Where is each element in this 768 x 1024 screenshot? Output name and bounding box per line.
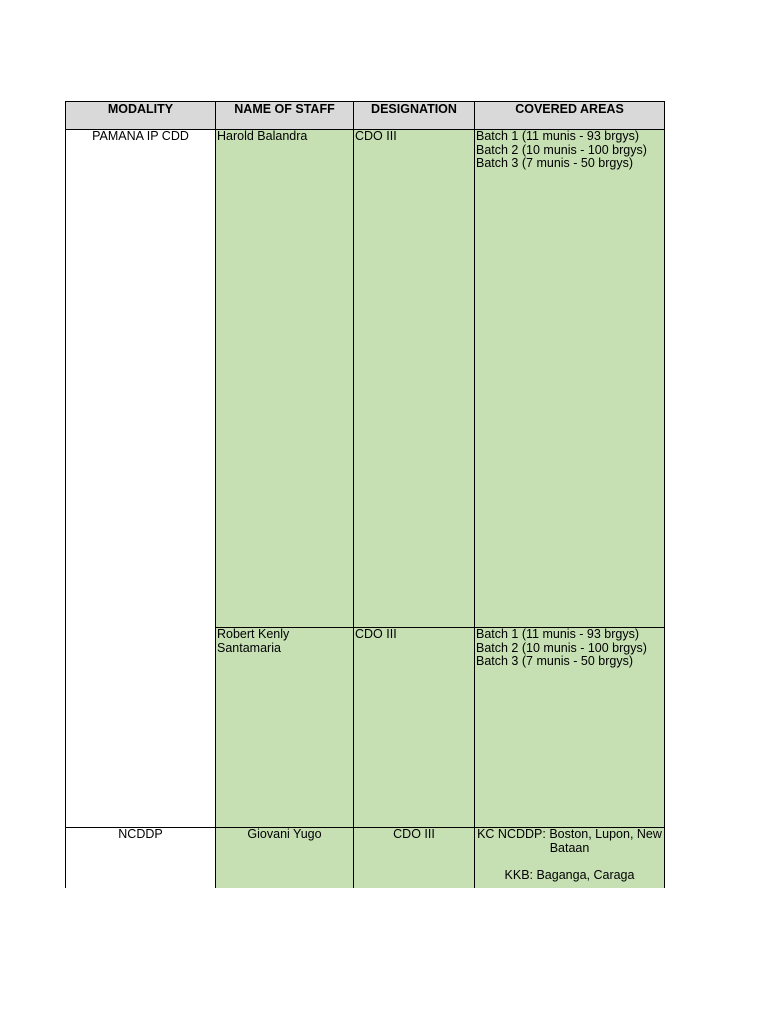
staff-name: Robert Kenly Santamaria: [217, 627, 290, 655]
covered-area-line: Batch 3 (7 munis - 50 brgys): [476, 156, 634, 170]
covered-areas-cell: [475, 628, 665, 828]
staff-cell: [216, 828, 354, 888]
header-designation: DESIGNATION: [354, 102, 475, 130]
designation-cell: [354, 828, 475, 888]
staff-assignment-table: [65, 101, 665, 888]
covered-area-line: KKB: Baganga, Caraga: [504, 867, 635, 882]
covered-area-line: Batch 2 (10 munis - 100 brgys): [476, 142, 647, 157]
designation-value: CDO III: [355, 129, 397, 143]
covered-areas-cell: [475, 130, 665, 628]
covered-area-line: Batch 3 (7 munis - 50 brgys): [476, 654, 634, 668]
designation-cell: [354, 130, 475, 628]
staff-cell: [216, 628, 354, 828]
header-covered-areas: COVERED AREAS: [475, 102, 665, 130]
designation-value: CDO III: [355, 627, 397, 641]
modality-label: PAMANA IP CDD: [92, 129, 189, 143]
designation-value: CDO III: [393, 827, 435, 841]
blank-line-spacer: [476, 855, 663, 869]
staff-name: Giovani Yugo: [247, 827, 322, 841]
table-header-row: [66, 102, 665, 130]
designation-cell: [354, 628, 475, 828]
modality-cell: [66, 130, 216, 828]
covered-areas-cell: [475, 828, 665, 888]
header-name-of-staff: NAME OF STAFF: [216, 102, 354, 130]
covered-area-line: Batch 2 (10 munis - 100 brgys): [476, 640, 647, 655]
table-row: [66, 828, 665, 888]
staff-table-sheet: [65, 101, 664, 888]
table-row: [66, 130, 665, 628]
covered-area-line: Batch 1 (11 munis - 93 brgys): [476, 627, 640, 641]
covered-area-line: KC NCDDP: Boston, Lupon, New Bataan: [477, 827, 662, 855]
staff-name: Harold Balandra: [217, 129, 308, 143]
modality-label: NCDDP: [118, 827, 163, 841]
staff-cell: [216, 130, 354, 628]
header-modality: MODALITY: [66, 102, 216, 130]
modality-cell: [66, 828, 216, 888]
covered-area-line: Batch 1 (11 munis - 93 brgys): [476, 129, 640, 143]
